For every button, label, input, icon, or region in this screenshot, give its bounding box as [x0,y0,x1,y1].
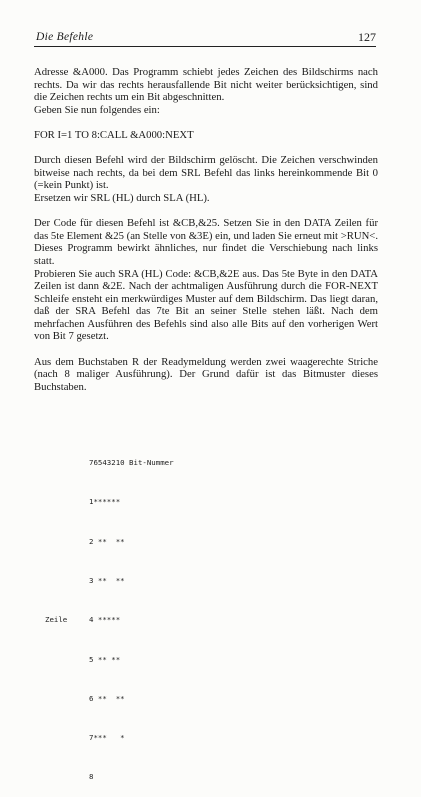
row-label: Zeile [45,615,68,625]
paragraph: Ersetzen wir SRL (HL) durch SLA (HL). [34,191,210,204]
bit-row: 1****** [89,497,121,507]
bit-row: 2 ** ** [89,536,125,546]
chapter-title: Die Befehle [36,31,94,43]
page-number: 127 [358,30,376,44]
running-header [34,30,376,47]
bit-row: 7*** * [89,733,125,743]
paragraph: Geben Sie nun folgendes ein: [34,103,160,116]
paragraph: Adresse &A000. Das Programm schiebt jedes Zeichen des Bildschirms nach rechts. Da wir das rechts herausfallende Bit nicht weiter berücksichtigen, sind die Zeichen rechts um ein Bit abgeschnitten. [34,66,378,104]
paragraph: Durch diesen Befehl wird der Bildschirm gelöscht. Die Zeichen verschwinden bitweise nach rechts, da bei dem SRL Befehl das links hereinkommende Bit 0 (=kein Punkt) ist. [34,154,378,192]
bit-row: 6 ** ** [89,693,125,703]
bit-row: 3 ** ** [89,576,125,586]
body-text [34,66,378,406]
paragraph: Aus dem Buchstaben R der Readymeldung werden zwei waagerechte Striche (nach 8 maliger Ausführung). Der Grund dafür ist das Bitmuster dieses Buchstaben. [34,355,378,393]
bit-row: 8 [89,772,94,782]
paragraph: Der Code für diesen Befehl ist &CB,&25. Setzen Sie in den DATA Zeilen für das 5te Element &25 (an Stelle von &3E) ein, und laden Sie erneut mit >RUN<. Dieses Programm bewirkt ähnliches, nur findet die Verschiebung nach links statt. [34,217,378,267]
bit-number-header: 76543210 Bit-Nummer [89,458,174,468]
paragraph: Probieren Sie auch SRA (HL) Code: &CB,&2E aus. Das 5te Byte in den DATA Zeilen ist dann &2E. Nach der achtmaligen Ausführung durch die FOR-NEXT Schleife ensteht ein merkwürdiges Muster auf dem Bildschirm. Das liegt daran, daß der SRA Befehl das 7te Bit an seiner Stelle stehen läßt. Nach dem mehrfachen Ausführen des Befehls sind also alle Bits auf den vorherigen Wert von Bit 7 gesetzt. [34,267,378,343]
bit-row: 5 ** ** [89,654,121,664]
basic-command: FOR I=1 TO 8:CALL &A000:NEXT [34,128,194,141]
bit-row: 4 ***** [89,615,121,625]
bit-pattern-diagram [45,430,174,797]
